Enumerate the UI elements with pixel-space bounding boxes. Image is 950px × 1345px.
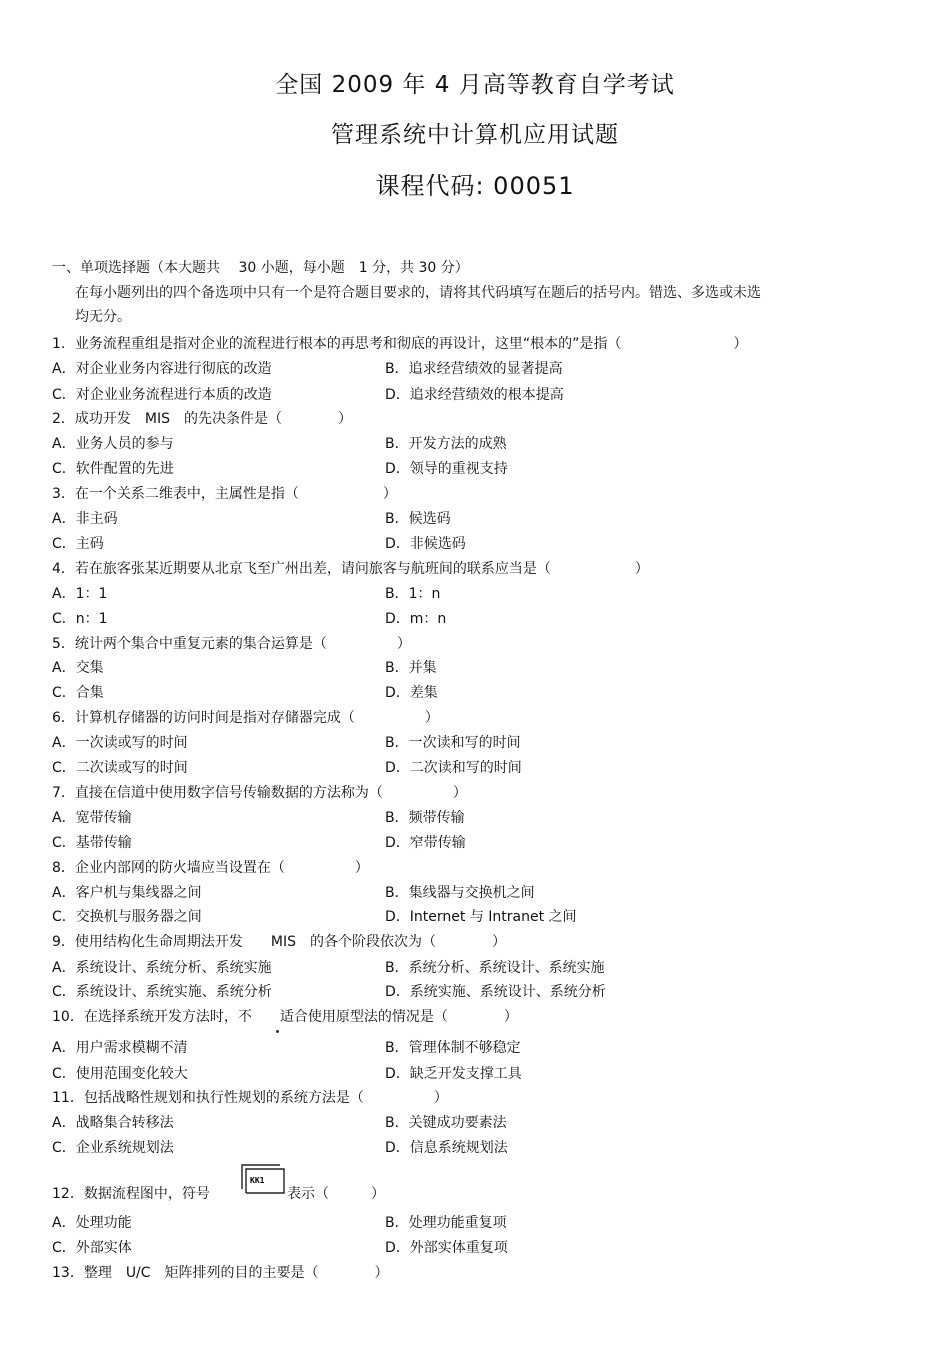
option-b: B．系统分析、系统设计、系统实施	[385, 960, 605, 976]
option-d: D．外部实体重复项	[385, 1240, 508, 1256]
option-d: D．信息系统规划法	[385, 1140, 508, 1156]
external-entity-symbol-icon	[240, 1163, 286, 1199]
option-d: D．m：n	[385, 611, 447, 627]
option-d: D．缺乏开发支撑工具	[385, 1066, 522, 1082]
option-b: B．1：n	[385, 586, 441, 602]
option-b: B．关键成功要素法	[385, 1115, 507, 1131]
option-c: C．对企业业务流程进行本质的改造	[52, 387, 272, 403]
option-a: A．对企业业务内容进行彻底的改造	[52, 361, 272, 377]
section-instruction-line2: 均无分。	[75, 309, 131, 325]
option-b: B．并集	[385, 660, 437, 676]
exam-subject: 管理系统中计算机应用试题	[331, 122, 619, 148]
question-stem: 9．使用结构化生命周期法开发 MIS 的各个阶段依次为（ ）	[52, 934, 507, 950]
emphasis-dot	[276, 1030, 279, 1033]
question-stem: 13．整理 U/C 矩阵排列的目的主要是（ ）	[52, 1265, 389, 1281]
option-b: B．一次读和写的时间	[385, 735, 521, 751]
option-d: D．二次读和写的时间	[385, 760, 522, 776]
option-d: D．系统实施、系统设计、系统分析	[385, 984, 606, 1000]
option-d: D．领导的重视支持	[385, 461, 508, 477]
section-instruction-line1: 在每小题列出的四个备选项中只有一个是符合题目要求的，请将其代码填写在题后的括号内。错选、多选或未选	[75, 285, 761, 301]
option-a: A．业务人员的参与	[52, 436, 174, 452]
option-d: D．非候选码	[385, 536, 466, 552]
symbol-label: KK1	[250, 1176, 265, 1185]
option-c: C．n：1	[52, 611, 108, 627]
question-stem: 6．计算机存储器的访问时间是指对存储器完成（ ）	[52, 710, 439, 726]
option-a: A．战略集合转移法	[52, 1115, 174, 1131]
option-c: C．外部实体	[52, 1240, 132, 1256]
option-b: B．处理功能重复项	[385, 1215, 507, 1231]
course-code: 课程代码: 00051	[375, 172, 575, 200]
question-stem: 1．业务流程重组是指对企业的流程进行根本的再思考和彻底的再设计，这里“根本的”是指（ ）	[52, 336, 748, 352]
question-stem: 11．包括战略性规划和执行性规划的系统方法是（ ）	[52, 1090, 448, 1106]
option-c: C．主码	[52, 536, 104, 552]
option-a: A．交集	[52, 660, 104, 676]
option-a: A．系统设计、系统分析、系统实施	[52, 960, 272, 976]
option-a: A．用户需求模糊不清	[52, 1040, 188, 1056]
question-stem: 3．在一个关系二维表中，主属性是指（ ）	[52, 486, 397, 502]
question-stem: 2．成功开发 MIS 的先决条件是（ ）	[52, 411, 353, 427]
option-c: C．二次读或写的时间	[52, 760, 188, 776]
question-stem: 10．在选择系统开发方法时，不 适合使用原型法的情况是（ ）	[52, 1009, 518, 1025]
option-b: B．集线器与交换机之间	[385, 885, 535, 901]
option-a: A．客户机与集线器之间	[52, 885, 202, 901]
option-c: C．合集	[52, 685, 104, 701]
option-c: C．软件配置的先进	[52, 461, 174, 477]
option-d: D．差集	[385, 685, 438, 701]
option-d: D．追求经营绩效的根本提高	[385, 387, 564, 403]
question-stem: 5．统计两个集合中重复元素的集合运算是（ ）	[52, 636, 411, 652]
option-c: C．企业系统规划法	[52, 1140, 174, 1156]
option-d: D．Internet 与 Intranet 之间	[385, 909, 577, 925]
question-stem: 7．直接在信道中使用数字信号传输数据的方法称为（ ）	[52, 785, 467, 801]
option-c: C．交换机与服务器之间	[52, 909, 202, 925]
option-a: A．处理功能	[52, 1215, 132, 1231]
option-c: C．系统设计、系统实施、系统分析	[52, 984, 272, 1000]
option-a: A．非主码	[52, 511, 118, 527]
option-b: B．追求经营绩效的显著提高	[385, 361, 563, 377]
option-d: D．窄带传输	[385, 835, 466, 851]
section-heading: 一、单项选择题（本大题共 30 小题，每小题 1 分，共 30 分）	[52, 260, 469, 276]
option-b: B．候选码	[385, 511, 451, 527]
option-b: B．管理体制不够稳定	[385, 1040, 521, 1056]
question-stem-tail: 表示（ ）	[287, 1186, 385, 1202]
exam-title: 全国 2009 年 4 月高等教育自学考试	[275, 72, 675, 98]
option-b: B．频带传输	[385, 810, 465, 826]
question-stem: 8．企业内部网的防火墙应当设置在（ ）	[52, 860, 369, 876]
question-stem: 4．若在旅客张某近期要从北京飞至广州出差，请问旅客与航班间的联系应当是（ ）	[52, 561, 649, 577]
option-a: A．一次读或写的时间	[52, 735, 188, 751]
option-c: C．基带传输	[52, 835, 132, 851]
option-a: A．宽带传输	[52, 810, 132, 826]
option-b: B．开发方法的成熟	[385, 436, 507, 452]
option-a: A．1：1	[52, 586, 108, 602]
question-stem: 12．数据流程图中，符号	[52, 1186, 210, 1202]
option-c: C．使用范围变化较大	[52, 1066, 188, 1082]
